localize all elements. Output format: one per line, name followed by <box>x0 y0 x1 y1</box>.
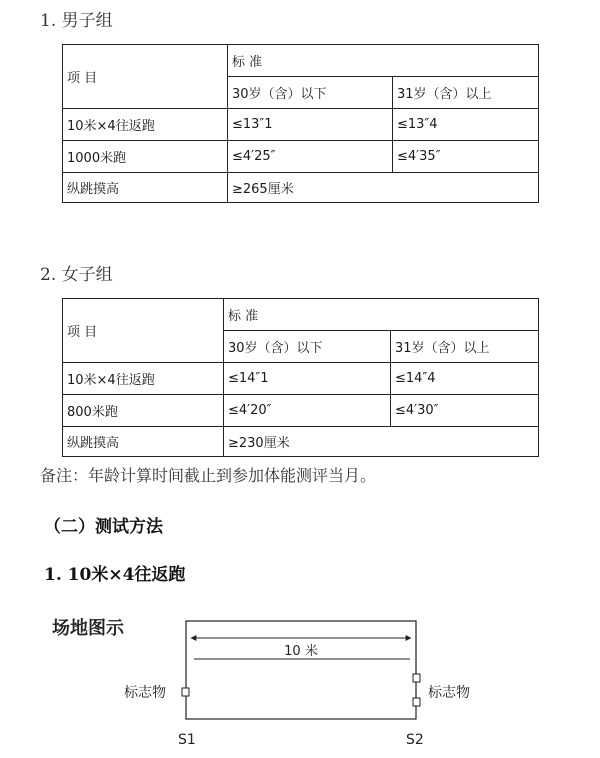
men-heading: 1. 男子组 <box>40 11 113 31</box>
marker-cone-right-upper <box>413 674 420 682</box>
age-under-30-header: 30岁（含）以下 <box>224 331 391 363</box>
value-cell: ≤13″4 <box>393 109 539 141</box>
marker-cone-left <box>182 688 189 696</box>
end-point-label: S2 <box>406 732 424 748</box>
men-standards-table <box>62 44 539 203</box>
age-note: 备注：年龄计算时间截止到参加体能测评当月。 <box>40 466 377 485</box>
field-boundary <box>186 621 416 719</box>
item-cell: 纵跳摸高 <box>63 173 228 203</box>
value-cell: ≤4′25″ <box>228 141 393 173</box>
start-point-label: S1 <box>178 732 196 748</box>
section-heading: （二）测试方法 <box>44 517 163 537</box>
distance-label: 10 米 <box>284 644 318 659</box>
item-cell: 10米×4往返跑 <box>63 363 224 395</box>
item-cell: 1000米跑 <box>63 141 228 173</box>
women-heading: 2. 女子组 <box>40 265 113 285</box>
value-cell: ≤14″4 <box>391 363 539 395</box>
diagram-title: 场地图示 <box>52 618 124 639</box>
value-cell: ≤4′35″ <box>393 141 539 173</box>
value-cell: ≤4′20″ <box>224 395 391 427</box>
field-diagram <box>0 600 600 758</box>
item-cell: 800米跑 <box>63 395 224 427</box>
value-cell: ≤14″1 <box>224 363 391 395</box>
marker-label-right: 标志物 <box>428 685 470 701</box>
item-cell: 纵跳摸高 <box>63 427 224 457</box>
age-under-30-header: 30岁（含）以下 <box>228 77 393 109</box>
item-header: 项 目 <box>63 299 224 363</box>
item-cell: 10米×4往返跑 <box>63 109 228 141</box>
standard-header: 标 准 <box>224 299 539 331</box>
age-over-31-header: 31岁（含）以上 <box>393 77 539 109</box>
value-cell: ≥265厘米 <box>228 173 539 203</box>
item-header: 项 目 <box>63 45 228 109</box>
women-standards-table <box>62 298 539 457</box>
subsection-heading: 1. 10米×4往返跑 <box>44 565 186 585</box>
value-cell: ≥230厘米 <box>224 427 539 457</box>
marker-label-left: 标志物 <box>124 685 166 701</box>
marker-cone-right-lower <box>413 698 420 706</box>
value-cell: ≤13″1 <box>228 109 393 141</box>
standard-header: 标 准 <box>228 45 539 77</box>
age-over-31-header: 31岁（含）以上 <box>391 331 539 363</box>
value-cell: ≤4′30″ <box>391 395 539 427</box>
